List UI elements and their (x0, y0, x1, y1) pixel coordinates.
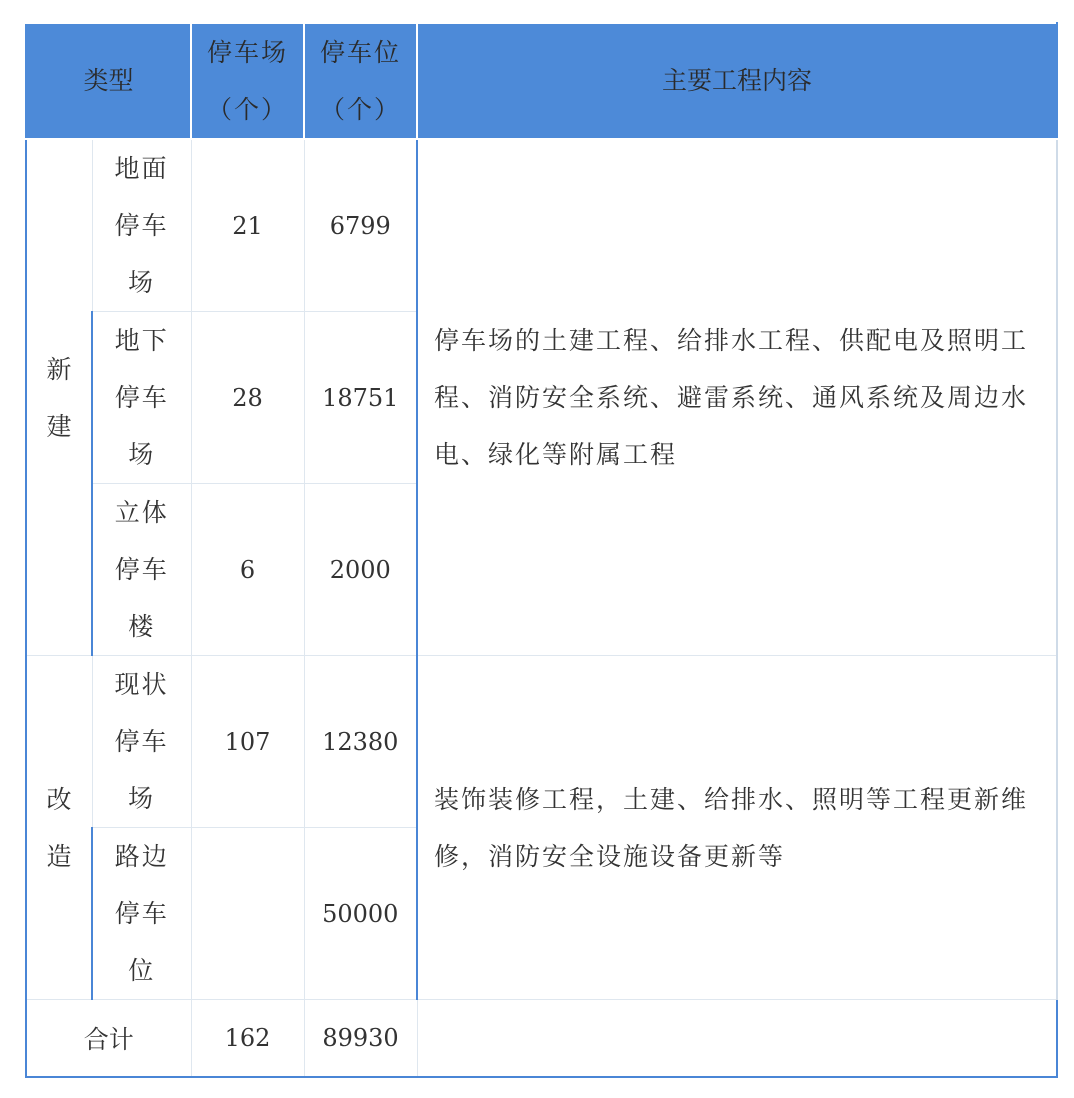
group-content-renovate: 装饰装修工程，土建、给排水、照明等工程更新维修，消防安全设施设备更新等 (417, 656, 1057, 1000)
row-spaces: 12380 (304, 656, 417, 828)
row-lots: 21 (191, 139, 304, 312)
total-row (26, 1000, 1057, 1078)
header-row (26, 23, 1057, 139)
group-content-new: 停车场的土建工程、给排水工程、供配电及照明工程、消防安全系统、避雷系统、通风系统及周边水电、绿化等附属工程 (417, 139, 1057, 656)
header-content: 主要工程内容 (417, 23, 1057, 139)
row-lots: 28 (191, 312, 304, 484)
row-spaces: 2000 (304, 484, 417, 656)
total-spaces: 89930 (304, 1000, 417, 1078)
row-type: 地下停车场 (92, 312, 191, 484)
total-label: 合计 (26, 1000, 191, 1078)
group-label-renovate: 改造 (26, 656, 92, 1000)
row-spaces: 50000 (304, 828, 417, 1000)
row-type: 立体停车楼 (92, 484, 191, 656)
row-type: 现状停车场 (92, 656, 191, 828)
table-row (26, 139, 1057, 312)
cropped-caption (0, 0, 1074, 10)
header-spaces: 停车位（个） (304, 23, 417, 139)
total-content (417, 1000, 1057, 1078)
total-lots: 162 (191, 1000, 304, 1078)
row-lots: 6 (191, 484, 304, 656)
header-lots: 停车场（个） (191, 23, 304, 139)
table-row (26, 656, 1057, 828)
row-type: 地面停车场 (92, 139, 191, 312)
row-spaces: 18751 (304, 312, 417, 484)
row-lots: 107 (191, 656, 304, 828)
group-label-new: 新建 (26, 139, 92, 656)
parking-projects-table (25, 22, 1058, 1078)
row-type: 路边停车位 (92, 828, 191, 1000)
row-spaces: 6799 (304, 139, 417, 312)
row-lots (191, 828, 304, 1000)
header-type: 类型 (26, 23, 191, 139)
